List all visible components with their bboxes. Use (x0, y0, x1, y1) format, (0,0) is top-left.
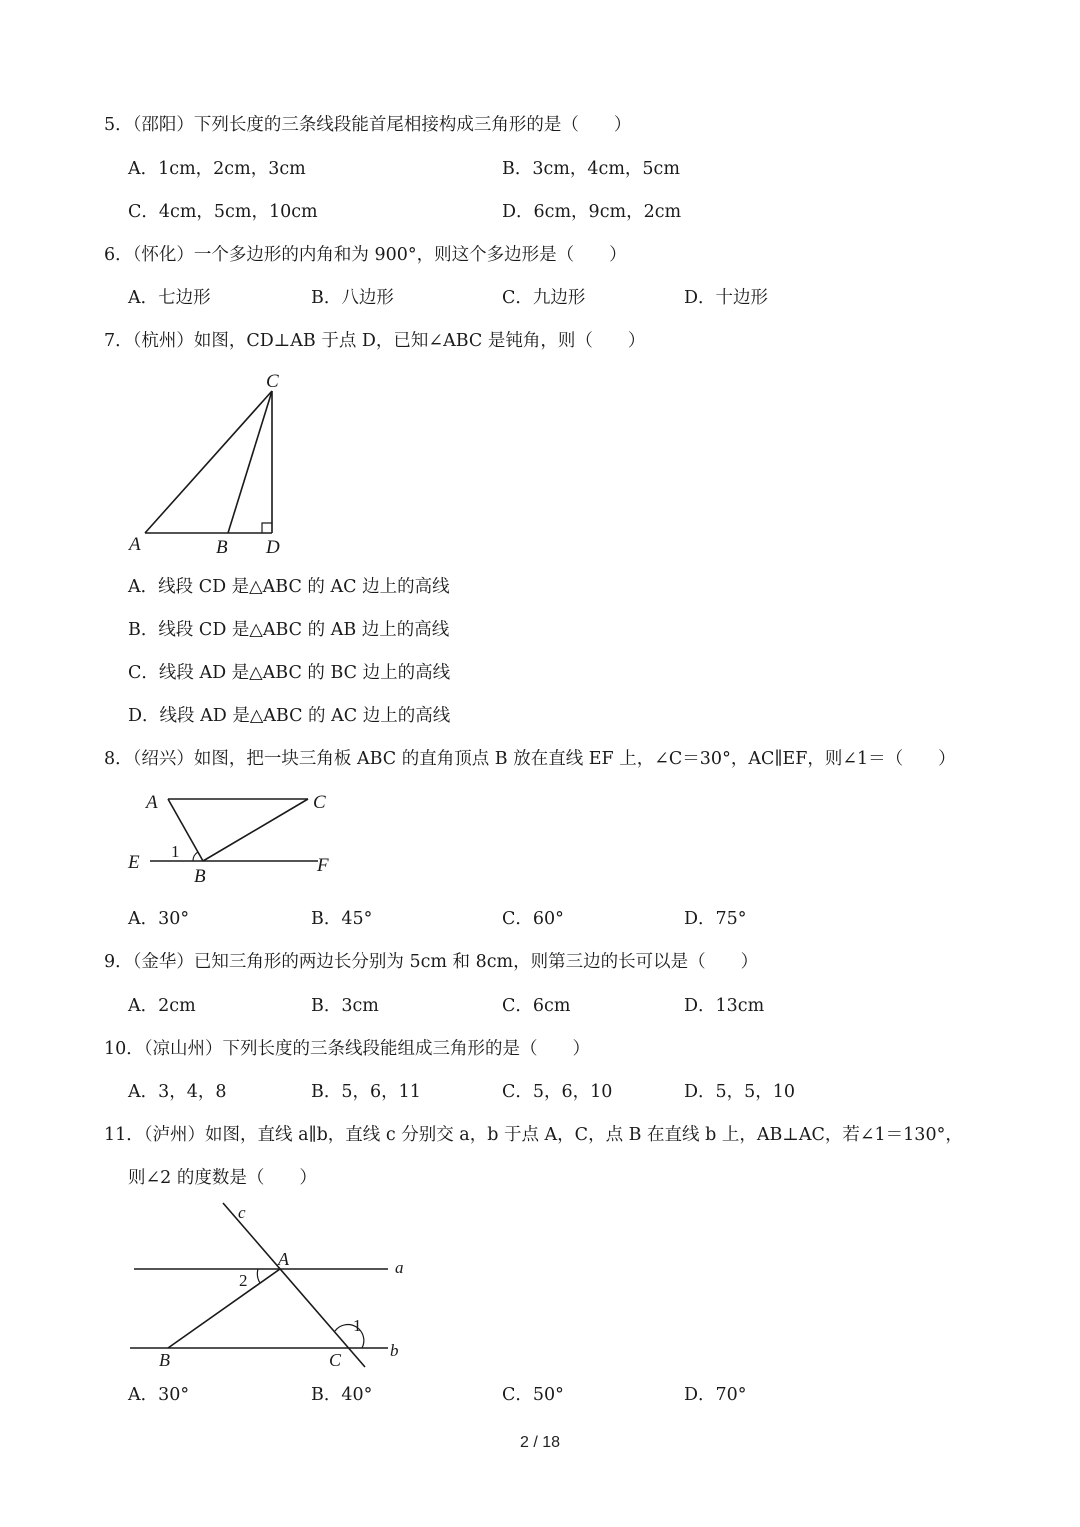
q9-option-b: B．3cm (311, 996, 379, 1016)
label-a: A (129, 534, 141, 555)
q11-option-b: B．40° (311, 1385, 373, 1405)
label-a-point: A (278, 1249, 289, 1269)
segment-bc (203, 799, 308, 861)
q6-option-c: C．九边形 (502, 288, 586, 308)
q10-option-b: B．5，6，11 (311, 1082, 421, 1102)
label-1: 1 (171, 842, 180, 861)
label-e: E (128, 852, 140, 873)
question-6: 6．（怀化）一个多边形的内角和为 900°，则这个多边形是（ ） (104, 245, 627, 265)
q8-triangle-figure (120, 785, 350, 890)
q8-option-d: D．75° (684, 909, 747, 929)
q9-option-a: A．2cm (128, 996, 196, 1016)
q10-option-c: C．5，6，10 (502, 1082, 613, 1102)
label-b-point: B (159, 1350, 170, 1370)
q10-option-d: D．5，5，10 (684, 1082, 796, 1102)
page-number: 2 / 18 (519, 1434, 561, 1451)
q6-option-a: A．七边形 (128, 288, 211, 308)
q6-option-d: D．十边形 (684, 288, 769, 308)
q5-option-c: C．4cm，5cm，10cm (128, 202, 318, 222)
question-5: 5．（邵阳）下列长度的三条线段能首尾相接构成三角形的是（ ） (104, 115, 632, 135)
question-7: 7．（杭州）如图，CD⊥AB 于点 D，已知∠ABC 是钝角，则（ ） (104, 331, 646, 351)
segment-ac (145, 391, 272, 533)
question-8: 8．（绍兴）如图，把一块三角板 ABC 的直角顶点 B 放在直线 EF 上，∠C＝30°，AC∥EF，则∠1＝（ ） (104, 749, 956, 769)
label-c-line: c (238, 1203, 246, 1222)
label-a: A (146, 792, 158, 813)
label-c-point: C (329, 1350, 342, 1370)
q8-option-c: C．60° (502, 909, 564, 929)
q11-parallel-lines-figure (120, 1195, 420, 1375)
label-c: C (313, 792, 326, 813)
label-b: B (194, 866, 206, 887)
segment-bc (228, 391, 272, 533)
q7-option-c: C．线段 AD 是△ABC 的 BC 边上的高线 (128, 663, 451, 683)
label-b-line: b (390, 1341, 399, 1360)
q6-option-b: B．八边形 (311, 288, 394, 308)
q11-option-d: D．70° (684, 1385, 747, 1405)
label-d: D (266, 537, 280, 558)
right-angle-mark (262, 523, 272, 533)
q8-option-a: A．30° (128, 909, 190, 929)
q5-option-d: D．6cm，9cm，2cm (502, 202, 682, 222)
question-11: 11．（泸州）如图，直线 a∥b，直线 c 分别交 a，b 于点 A，C，点 B 在直线 b 上，AB⊥AC，若∠1＝130°， (104, 1125, 963, 1145)
q9-option-d: D．13cm (684, 996, 765, 1016)
q7-triangle-figure (120, 365, 300, 560)
angle-2-arc (257, 1269, 260, 1283)
q5-option-b: B．3cm，4cm，5cm (502, 159, 680, 179)
q11-option-c: C．50° (502, 1385, 564, 1405)
label-1: 1 (353, 1316, 362, 1335)
label-a-line: a (395, 1258, 404, 1277)
label-f: F (317, 855, 329, 876)
question-10: 10．（凉山州）下列长度的三条线段能组成三角形的是（ ） (104, 1039, 591, 1059)
q7-option-d: D．线段 AD 是△ABC 的 AC 边上的高线 (128, 706, 451, 726)
q11-option-a: A．30° (128, 1385, 190, 1405)
label-c: C (266, 371, 279, 392)
q7-option-a: A．线段 CD 是△ABC 的 AC 边上的高线 (128, 577, 450, 597)
q7-option-b: B．线段 CD 是△ABC 的 AB 边上的高线 (128, 620, 450, 640)
label-b: B (216, 537, 228, 558)
q8-option-b: B．45° (311, 909, 373, 929)
question-9: 9．（金华）已知三角形的两边长分别为 5cm 和 8cm，则第三边的长可以是（ ） (104, 952, 759, 972)
segment-ab (168, 1269, 280, 1348)
q9-option-c: C．6cm (502, 996, 571, 1016)
angle-1-arc (193, 852, 198, 861)
q10-option-a: A．3，4，8 (128, 1082, 227, 1102)
question-11-continued: 则∠2 的度数是（ ） (128, 1168, 317, 1188)
label-2: 2 (239, 1271, 248, 1290)
q5-option-a: A．1cm，2cm，3cm (128, 159, 306, 179)
